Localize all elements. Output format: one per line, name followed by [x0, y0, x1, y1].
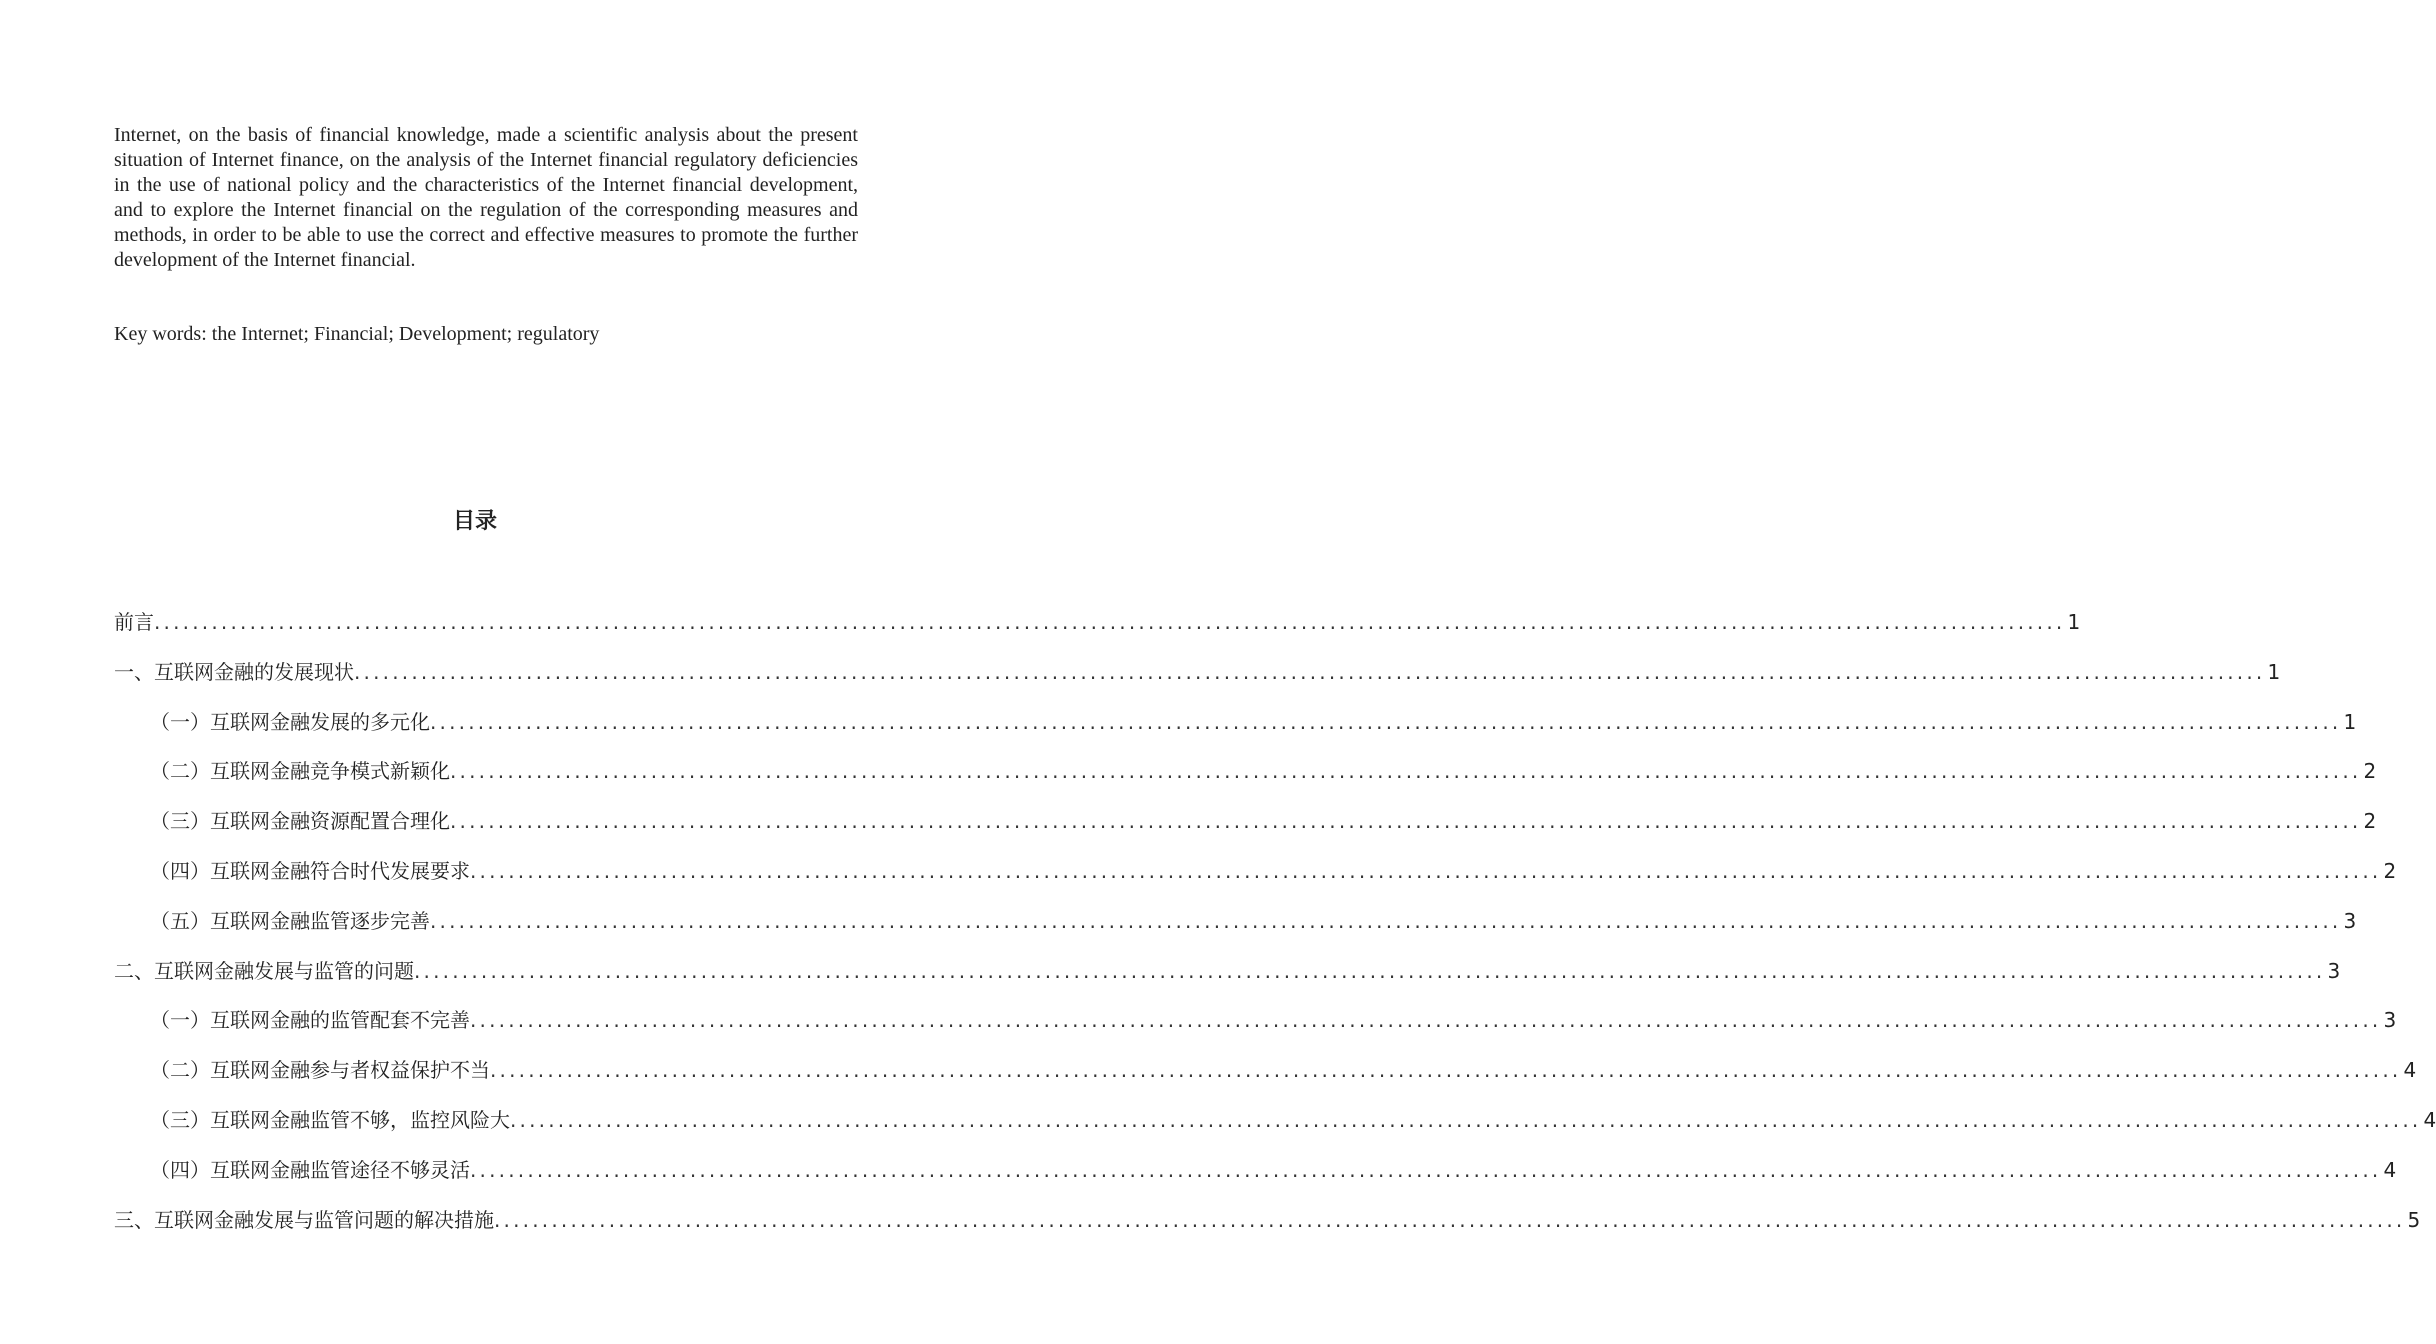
toc-entry[interactable]	[114, 1148, 2397, 1198]
toc-title: 目录	[452, 509, 497, 534]
toc-dot-leader: ........................................................................................................................................................................................................	[470, 858, 2382, 883]
toc-page-number: 3	[2383, 1008, 2397, 1033]
toc-entry[interactable]	[114, 749, 2377, 799]
toc-dot-leader: ........................................................................................................................................................................................................	[490, 1058, 2402, 1083]
toc-dot-leader: ........................................................................................................................................................................................................	[470, 1008, 2382, 1033]
toc-dot-leader: ........................................................................................................................................................................................................	[154, 610, 2066, 634]
toc-dot-leader: ........................................................................................................................................................................................................	[414, 958, 2326, 983]
toc-page-number: 3	[2327, 958, 2341, 983]
toc-page-number: 3	[2343, 908, 2357, 933]
toc-entry-label: 三、互联网金融发展与监管问题的解决措施	[114, 1207, 494, 1232]
toc-entry-label: 前言	[114, 610, 154, 634]
toc-page-number: 1	[2267, 659, 2281, 684]
toc-page-number: 4	[2403, 1058, 2417, 1083]
toc-dot-leader: ........................................................................................................................................................................................................	[354, 659, 2266, 684]
toc-dot-leader: ........................................................................................................................................................................................................	[494, 1207, 2406, 1232]
toc-dot-leader: ........................................................................................................................................................................................................	[450, 759, 2362, 784]
toc-entry[interactable]	[114, 949, 2341, 999]
toc-entry-label: （二）互联网金融参与者权益保护不当	[150, 1058, 490, 1083]
toc-page-number: 1	[2343, 709, 2357, 734]
toc-entry[interactable]	[114, 849, 2397, 899]
toc-entry[interactable]	[114, 899, 2357, 949]
toc-page-number: 5	[2407, 1207, 2421, 1232]
toc-page-number: 2	[2363, 809, 2377, 834]
toc-entry-label: （五）互联网金融监管逐步完善	[150, 908, 430, 933]
toc-entry[interactable]	[114, 700, 2357, 750]
toc-entry[interactable]	[114, 650, 2281, 700]
toc-dot-leader: ........................................................................................................................................................................................................	[430, 908, 2342, 933]
abstract-paragraph: Internet, on the basis of financial knowledge, made a scientific analysis about the present situation of Internet finance, on the analysis of the Internet financial regulatory deficiencies in the use of national policy and the characteristics of the Internet financial development, and to explore the Internet financial on the regulation of the corresponding measures and methods, in order to be able to use the correct and effective measures to promote the further development of the Internet financial.	[114, 124, 858, 271]
toc-entry-label: （三）互联网金融监管不够，监控风险大	[150, 1107, 510, 1132]
toc-entry[interactable]	[114, 1098, 2436, 1148]
toc-dot-leader: ........................................................................................................................................................................................................	[430, 709, 2342, 734]
toc-entry-label: （四）互联网金融监管途径不够灵活	[150, 1157, 470, 1182]
toc-page-number: 4	[2423, 1107, 2436, 1132]
toc-entry-label: （三）互联网金融资源配置合理化	[150, 809, 450, 834]
toc-dot-leader: ........................................................................................................................................................................................................	[470, 1157, 2382, 1182]
toc-entry[interactable]	[114, 998, 2397, 1048]
toc-entry-label: （二）互联网金融竞争模式新颖化	[150, 759, 450, 784]
toc-page-number: 4	[2383, 1157, 2397, 1182]
toc-entry-label: （一）互联网金融发展的多元化	[150, 709, 430, 734]
keywords-line: Key words: the Internet; Financial; Development; regulatory	[114, 323, 600, 345]
toc-dot-leader: ........................................................................................................................................................................................................	[510, 1107, 2422, 1132]
toc-page-number: 1	[2067, 610, 2081, 634]
toc-entry-label: 二、互联网金融发展与监管的问题	[114, 958, 414, 983]
toc-entry[interactable]	[114, 799, 2377, 849]
toc-entry-label: （一）互联网金融的监管配套不完善	[150, 1008, 470, 1033]
toc-dot-leader: ........................................................................................................................................................................................................	[450, 809, 2362, 834]
toc-entry-label: （四）互联网金融符合时代发展要求	[150, 858, 470, 883]
toc-entry[interactable]	[114, 1048, 2417, 1098]
toc-entry[interactable]	[114, 1198, 2421, 1248]
table-of-contents	[114, 600, 2436, 1247]
toc-entry[interactable]	[114, 600, 2081, 650]
toc-page-number: 2	[2383, 858, 2397, 883]
toc-entry-label: 一、互联网金融的发展现状	[114, 659, 354, 684]
toc-page-number: 2	[2363, 759, 2377, 784]
